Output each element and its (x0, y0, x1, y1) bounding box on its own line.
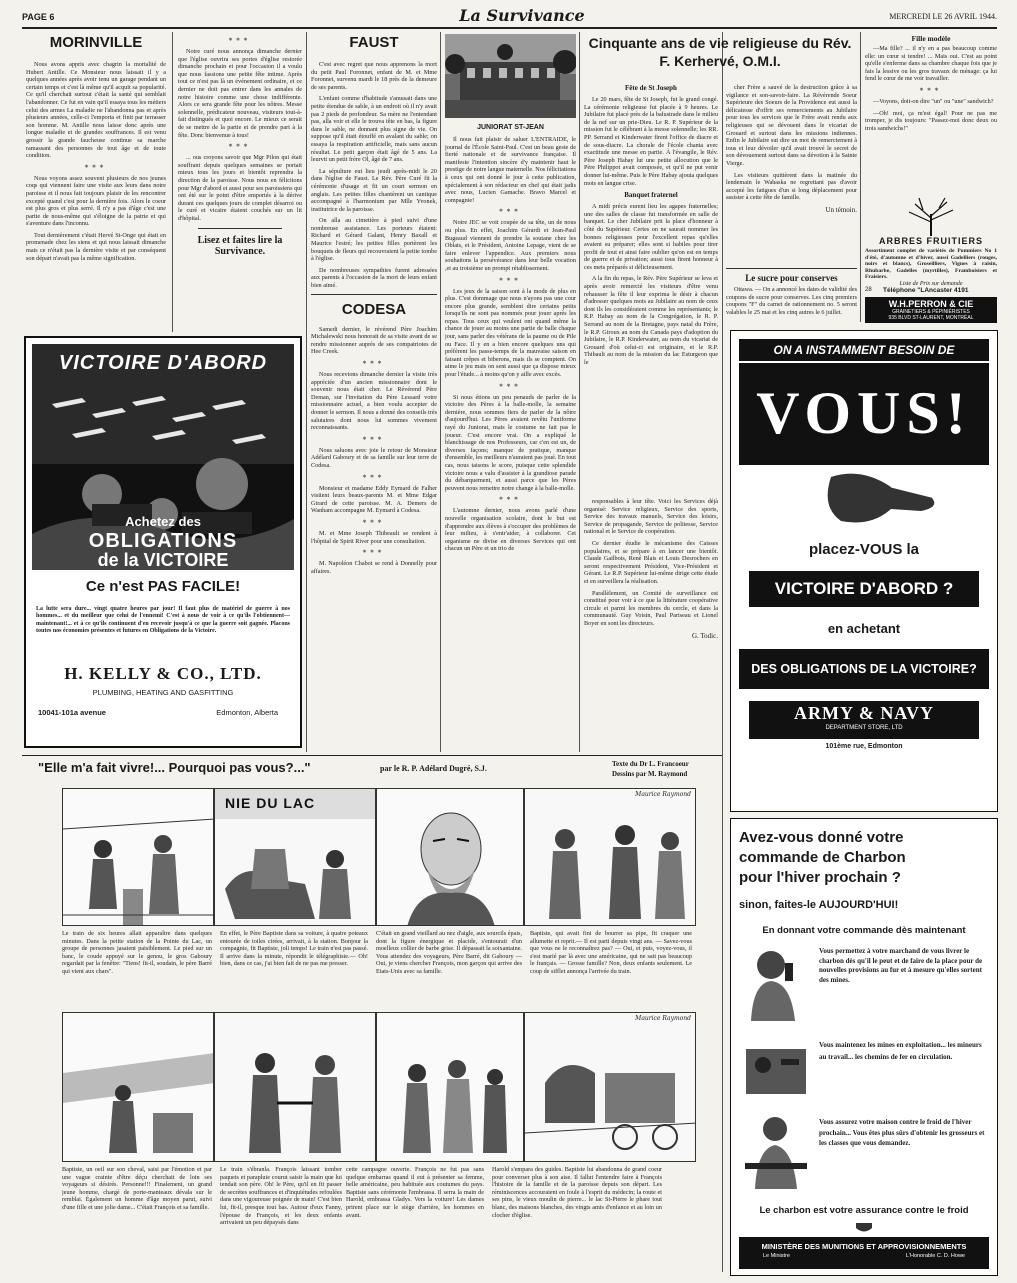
paragraph: Nous saluons avec joie le retour de Monsieur Adélard Gaboury et de sa famille sur leur terre de Codesa. (311, 446, 437, 469)
signature: Un témoin. (825, 205, 857, 214)
comic-title: "Elle m'a fait vivre!... Pourquoi pas vous?..." (38, 760, 311, 775)
comic-caption-8: Harold s'empara des guides. Baptiste lui abandonna de grand coeur pour converser plus à son aise. Il fallut l'entendre faire à François l'histoire de la famille et de la paroisse depuis son départ. Les réminiscences accouraient en foule à l'esprit du médecin; la route et ses pins, le vieux moulin de pierre... le lac St-Pierre le phare tout blanc, des maisons blanches, des vingts amis d'enfance et au loin un clocher d'église. (492, 1166, 662, 1219)
ad-company-sub: PLUMBING, HEATING AND GASFITTING (92, 688, 234, 697)
hand-illustration (821, 467, 941, 531)
coal-item-1: Vous permettez à votre marchand de vous livrer le charbon dès qu'il le peut et de faire de la place pour de nouvelles provisions au fur et à mesure qu'elles sortent des mines. (819, 947, 983, 984)
ad-text: Assortiment complet de variétés de Pommiers No 1 d'été, d'automne et d'hiver, aussi Gadelliers (rouges, noirs et blancs), Groseilliers, Vignes à raisin, Rhubarbe, Gadelles (myrtilles), Framboisiers et Fraisiers. (865, 248, 997, 281)
comic-caption-1: Le train de six heures allait apparaître dans quelques minutes. Dans la petite station de la Pointe du Lac, un groupe de personnes jasaient paisiblement. Le pied sur un banc, le coude appuyé sur le genou, le gros Gaboury regardait par la fenêtre: "Tiens! fit-il, soudain, le père Barré qui vient aux chars". (62, 930, 212, 975)
ad-address: 935 BLVD ST-LAURENT, MONTRÉAL (888, 314, 974, 321)
paragraph: M. Napoléon Chabot se rend à Donnelly pour affaires. (311, 560, 437, 575)
coal-sub: sinon, faites-le AUJOURD'HUI! (739, 899, 899, 911)
comic-panel-3 (376, 788, 524, 926)
coal-crest-icon (853, 1221, 875, 1235)
house-illustration (741, 1109, 811, 1189)
ad-fruit-trees (865, 196, 997, 326)
paragraph: Nous avons appris avec chagrin la mortalité de Hubert Antille. Ce Monsieur nous laissait il y a quelques années après avoir tenu un garage pendant un certain temps et c'est là même qu'il acquit sa popularité. Ce qu'il cherchait surtout c'était la santé qui semblait l'abandonner. Ce fut en vain qu'il essaya tous les métiers celui des armes La maladie ne l'abandonna pas et après plusieurs années, celle-ci l'emporta et finit par terrasser son homme. M. Antille nous laisse donc après une longue maladie et de grandes souffrances. Il est venu grossir la grande faucheuse continue sa marche ramassant des personnes de tout âge et de toute condition. (26, 61, 166, 160)
read-cta: Lisez et faites lire la Survivance. (197, 235, 283, 258)
ad-slogan: Ce n'est PAS FACILE! (85, 578, 241, 595)
paragraph: responsables à leur tête. Voici les Services déjà organisé: Service religieux, Service des sports, Service des travaux manuels, Service des loisirs, Service de propagande, Service de politesse, Service national et le Service de coopération. (584, 498, 718, 536)
ad-headline: VICTOIRE D'ABORD (58, 352, 268, 374)
article-sucre (726, 268, 857, 330)
masthead (22, 6, 997, 28)
ad-body: La lutte sera dure... vingt quatre heures par jour! Il faut plus de matériel de guerre à nos hommes... et du meilleur que celui de l'ennemi! C'est à nous de voir à ce qu'ils l'obtiennent—maintenant!... et à ce qu'ils continuent d'en recevoir jusqu'à ce que la guerre soit gagnée. Placons toutes nos économies présentes et futures en Obligations de la Victoire. (36, 606, 290, 635)
ad-phone: Téléphone "LAncaster 4191 (883, 286, 969, 294)
paragraph: Monsieur et madame Eddy Eymard de Falher visitent leurs beaux-parents M. et Mme Edgar Girard de cette paroisse. M. A. Demers de Wanham accompagne M. Eymard à Codesa. (311, 484, 437, 515)
signature: G. Todic. (691, 631, 718, 640)
mine-illustration (741, 1029, 811, 1099)
paragraph: Nous voyons assez souvent plusieurs de nos jeunes coqs qui viennent faire une visite aux leurs dans notre paroisse et il nous fait toujours plaisir de les rencontrer excepté quand c'est pour la dernière fois. Alors le coeur est plus gros et plus serré. Il n'y a pas d'âge c'est une partie de nous-même qui s'éloigne de la patrie et qui s'aventure dans l'inconnu. (26, 174, 166, 228)
comic-panel-5 (62, 1012, 214, 1162)
comic-panel-1 (62, 788, 214, 926)
article-kerherve-col-a (584, 84, 718, 494)
comic-caption-6: Le train s'ébranla. François laissant tomber paquets et parapluie courut saisir la main que lui tendait son père. Oh! le Père, qu'il en fit passer de secrètes souffrances et d'inquiétudes refoulées dans une vigoureuse poignée de main! C'est bien lui, fit-il, presque tout bas. Autour d'eux Fanny, l'épouse de François, et les deux enfants arrivaient un peu dépaysés dans (220, 1166, 342, 1227)
ad-coal (730, 818, 998, 1276)
army-banner-2: DES OBLIGATIONS DE LA VICTOIRE? (751, 662, 977, 676)
comic-panel-4 (524, 788, 696, 926)
subhead: Fête de St Joseph (625, 84, 677, 92)
paragraph: —Voyons, doit-on dire "un" ou "une" sandwich? (873, 97, 994, 105)
army-big-box (739, 361, 989, 465)
comic-panel-8 (524, 1012, 696, 1162)
article-faust: FAUST C'est avec regret que nous apprenons la mort du petit Paul Foronnet, enfant de M. et Mme Foronnet, survenu mardi le 18 près de la demeure de ses parents. L'enfant comme d'habitude s'amusait dans une petite étendue de sable, à un endroit où il n'y avait pas 2 pieds de profondeur. Sa mère ne l'entendant pas, alla voir et elle le trouva tête en bas, la figure dans le sable, ne donnant plus signe de vie. On suppose qu'il était étouffé en avalant du sable; on essaya la respiration artificielle, mais sans aucun résultat. Le petit garçon était âgé de 5 ans. La leurvit un petit frère Ol, âgé de 7 ans. La sépulture eut lieu jeudi après-midi le 20 dans l'église de Faust. Le Rév. Père Curé fit la cérémonie d'usage et fit un court sermon en anglais. Les petites filles chantèrent un cantique accompagné à l'harmonium par Mlle Yvonek, institutrice de la paroisse. On alla au cimetière à pied suivi d'une nombreuse assistance. Les porteurs étaient: Richard et Gérard Galant, Henry Baxall et Maurice l'estré; les petites filles portèrent les bouquets de fleurs qui recouvraient la petite tombe à l'église. De nombreuses sympathies furent adressées aux parents à l'occasion de la mort de leurs enfant bien aimé. CODESA Samedi dernier, le révérend Père Joachim Michalewski nous honorait de sa visite avant de se rendre missionner auprès de ses compatriotes de Hee Creek. *** Nous recevions dimanche dernier la visite très appréciée d'un ancien missionnaire dont le souvenir nous était cher. Le Révérend Père Deman, sur l'invitation du Père Lessard votre missionnaire actuel, a bien voulu accepter de donner le sermon. Il nous a donné des conseils très salutaires dont nous lui sommes vivement reconnaissants. *** Nous saluons avec joie le retour de Monsieur Adélard Gaboury et de sa famille sur leur terre de Codesa. *** Monsieur et madame Eddy Eymard de Falher visitent leurs beaux-parents M. et Mme Edgar Girard de cette paroisse. M. A. Demers de Wanham accompagne M. Eymard à Codesa. *** M. et Mme Joseph Thibeault se rendent à l'hôpital de Spirit River pour une consultation. *** M. Napoléon Chabot se rend à Donnelly pour affaires. (311, 34, 437, 575)
minister-left: Le Ministre (763, 1253, 790, 1259)
ad-line-3: de la VICTOIRE (97, 550, 229, 570)
joke-title: Fille modèle (911, 34, 951, 43)
juniorat-photo (445, 34, 576, 118)
army-top-text: ON A INSTAMMENT BESOIN DE (773, 343, 955, 357)
paragraph: —Ma fille? ... il n'y en a pas beaucoup comme elle: un cœur si tendre! ... Mais oui. C'est au point qu'elle s'enferme dans sa chambre chaque fois que je fais la lessive ou les gros travaux de ménage: ça lui fend le cœur de me voir travailler. (865, 45, 997, 83)
article-morinville: MORINVILLE Nous avons appris avec chagrin la mortalité de Hubert Antille. Ce Monsieur nous laissait il y a quelques années après avoir tenu un garage pendant un certain temps et c'est là même qu'il acquit sa popularité. Ce qu'il cherchait surtout c'était la santé qui semblait l'abandonner. Ce fut en vain qu'il essaya tous les métiers celui des armes La maladie ne l'abandonna pas et après plusieurs années, celle-ci l'emporta et finit par terrasser son homme. M. Antille nous laisse donc après une longue maladie et de grandes souffrances. Il est venu grossir la grande faucheuse continue sa marche ramassant des personnes de tout âge et de toute condition. *** Nous voyons assez souvent plusieurs de nos jeunes coqs qui viennent faire une visite aux leurs dans notre paroisse et il nous fait toujours plaisir de les rencontrer excepté quand c'est pour la dernière fois. Alors le coeur est plus gros et plus serré. Il n'y a pas d'âge c'est une partie de nous-même qui s'éloigne de la patrie et qui s'aventure dans l'inconnu. Tout dernièrement c'était Hervé St-Onge qui était en promenade chez les siens et qui nous laissait dimanche mais ce n'était pas la dernière visite et par conséquent son départ n'avait pas la même signification. (26, 34, 166, 262)
army-company: ARMY & NAVY (794, 703, 934, 723)
ad-illustration (32, 344, 294, 570)
paragraph: Notre JEC se voit coupée de sa tête, un de nous ou plus. En effet, Joachim Gérardi et Jean-Paul Bugeaud viennent de prendre la soutane chez les Oblats, et le Président, Antoine Lepage, vient de se faire enlever l'appendice. Aux premiers nous souhaitons la persévérance dans leur belle vocation ,et au troisième un prompt rétablissement. (445, 219, 576, 272)
paragraph: De nombreuses sympathies furent adressées aux parents à l'occasion de la mort de leurs enfant bien aimé. (311, 266, 437, 290)
paragraph: Si nous étions un peu penauds de parler de la victoire des Pères à la balle-molle, la semaine dernière, nous sommes fiers de parler de la nôtre d'aujourd'hui. Les Pères avaient revêtu l'uniforme rayé du Juniorat, mais le costume ne fait pas le joueur. C'est encore vrai. On a expliqué le blanchissage de nos Professeurs, car c'en est un, de diverses façons; manque de pratique, manque d'ensemble, les meilleurs n'auraient pas joué. En tout cas, nous taisons le score, puisque cette splendide victoire nous a valu d'assister à la grandiose parade du débarquement, et aussi parce que les Pères peuvent nous remettre notre change à la balle-molle. (445, 393, 576, 492)
article-title: MORINVILLE (49, 34, 143, 51)
ad-address: 10041-101a avenue (38, 708, 106, 717)
coal-footer: Le charbon est votre assurance contre le froid (759, 1205, 969, 1216)
paragraph: M. et Mme Joseph Thibeault se rendent à l'hôpital de Spirit River pour une consultation. (311, 529, 437, 545)
coal-item-2: Vous maintenez les mines en exploitation... les mineurs au travail... les chemins de fer en circulation. (819, 1041, 982, 1061)
coal-sub-2: En donnant votre commande dès maintenant (762, 925, 966, 936)
ad-company: H. KELLY & CO., LTD. (64, 664, 262, 683)
issue-date: MERCREDI LE 26 AVRIL 1944. (889, 12, 997, 21)
comic-credit-2: Dessins par M. Raymond (612, 770, 688, 778)
paragraph: ... ous croyons savoir que Mgr Pilon qui était souffrant depuis quelques semaines se portait mieux tous les jours et bientôt reprendra la direction de la paroisse. Nous nous en félicitons pour Mgr d'abord et aussi pour ses paroissiens qui ont été sur le point d'être emportés à la dérive durant ces quelques jours de complet désarroi ou le curé et vicaire étaient couchés sur un lit d'hôpital. (178, 154, 302, 222)
ministry-box (739, 1237, 989, 1269)
article-title: Cinquante ans de vie religieuse du Rév. F. Kerhervé, O.M.I. (588, 35, 852, 69)
article-title-sucre: Le sucre pour conserves (745, 273, 838, 283)
comic-caption-2: En effet, le Père Baptiste dans sa voiture, à quatre poteaux entourée de toiles cirées, arrivait, à la station. Bonjour la compagnie, fit Baptiste, joli temps! Le train n'est pas passé. Il arrive dans la minute, répondit le télégraphiste.— Oh! bien, dans ce cas, j'ai bien fait de ne pas me presser. (220, 930, 368, 968)
paragraph: A la fin du repas, le Rév. Père Supérieur se leva et après avoir remercié les visiteurs d'être venu rehausser la fête il leur exprima le désir à chacun d'adresser quelques mots au Jubilaire au nom de ceux dont ils les considéraient comme les représentants; le R.P. Habay au nom de la Congrégation, le R. P. Serrand au nom de la Bretagne, pays natal du Frère, le R.P. Giroux au nom du Canada pays d'adoption du Jubilaire, le R.P. Kinderwater, au nom du vicariat de Grouard d'où celui-ci est originaire, et le R.P. Thibault au nom de la mission du lac Esturgeon que le (584, 275, 718, 366)
army-banner-1-box (749, 571, 979, 607)
comic-panel-7 (376, 1012, 524, 1162)
army-line-2: en achetant (827, 621, 901, 636)
ad-company-sub: GRAINETIERS & PÉPINIÉRISTES (892, 308, 970, 315)
paragraph: L'enfant comme d'habitude s'amusait dans une petite étendue de sable, à un endroit où il n'y avait pas 2 pieds de profondeur. Sa mère ne l'entendant pas, alla voir et elle le trouva tête en bas, la figure dans le sable, ne donnant plus signe de vie. On suppose qu'il était étouffé en avalant du sable; on essaya la respiration artificielle, mais sans aucun résultat. Le petit garçon était âgé de 5 ans. La leurvit un petit frère Ol, âgé de 7 ans. (311, 95, 437, 164)
paragraph: La sépulture eut lieu jeudi après-midi le 20 dans l'église de Faust. Le Rév. Père Curé fit la cérémonie d'usage et fit un court sermon en anglais. Les petites filles chantèrent un cantique accompagné à l'harmonium par Mlle Yvonek, institutrice de la paroisse. (311, 167, 437, 213)
woman-illustration (741, 943, 811, 1021)
army-address: 101ème rue, Edmonton (825, 743, 903, 750)
paragraph: Ce dernier étudie le mécanisme des Caisses populaires, et se prépare à en lancer une bientôt. Claude Gailbois, René Blais et Louis Desrochers en seront respectivement Président, Vice-Président et Gérant. Le R.P. Supérieur lui-même dirige cette étude et en surveillera la réalisation. (584, 539, 718, 585)
ad-company-box (865, 297, 997, 323)
minister-right: L'Honorable C. D. Howe (905, 1253, 965, 1259)
ad-number: 28 (865, 286, 872, 293)
paragraph: cher Frère a sauvé de la destruction grâce à sa vigilance et son-savoir-faire. La Révérende Soeur Supérieure des Soeurs de la Providence eut aussi la délicatesse d'offrir ses remerciements au Jubilaire pour tous les services que le Frère avait rendu aux religieuses qui se dévouent dans le vicariat de Grouard et surtout dans les missions indiennes. Enfin le Jubilaire sut dire un mot de remerciement à tous et leur dévoiler qu'il avait trouvé le secret de son dévouement surtout dans sa dévotion à la Sainte Vierge. (726, 84, 857, 167)
ad-list: Liste de Prix sur demande (899, 280, 963, 287)
subhead: Banquet fraternel (624, 191, 678, 200)
comic-author: par le R. P. Adélard Dugré, S.J. (380, 764, 487, 773)
ad-line-2: OBLIGATIONS (88, 530, 238, 552)
coal-headline-2: commande de Charbon (739, 849, 906, 866)
comic-panel-6 (214, 1012, 376, 1162)
paragraph: On alla au cimetière à pied suivi d'une nombreuse assistance. Les porteurs étaient: Richard et Gérard Galant, Henry Baxall et Maurice l'estré; les petites filles portèrent les bouquets de fleurs qui recouvraient la petite tombe à l'église. (311, 217, 437, 263)
comic-panel-2 (214, 788, 376, 926)
panel-signature: Maurice Raymond (635, 1015, 691, 1022)
army-company-sub: DEPARTMENT STORE, LTD (825, 725, 903, 731)
page-number: PAGE 6 (22, 12, 55, 22)
comic-header (22, 758, 722, 786)
paragraph: Nous recevions dimanche dernier la visite très appréciée d'un ancien missionnaire dont le souvenir nous était cher. Le Révérend Père Deman, sur l'invitation du Père Lessard votre missionnaire actuel, a bien voulu accepter de donner le sermon. Il nous a donné des conseils très salutaires dont nous lui sommes vivement reconnaissants. (311, 371, 437, 432)
comic-caption-7: cette campagne ouverte. François ne fut pas sans quelque embarras quand il eut à présenter sa femme, belle américaine, peu habituée aux coutumes du pays. Baptiste sans cérémonie l'embrassa. Il serra la main de Harold, embrassa Gladys. Vers la voiture! Les dames prirent place sur le siège d'arrière, les hommes en avant. (346, 1166, 484, 1219)
paragraph: Tout dernièrement c'était Hervé St-Onge qui était en promenade chez les siens et qui nous laissait dimanche mais ce n'était pas la dernière visite et par conséquent son départ n'avait pas la même signification. (26, 231, 166, 262)
comic-credit-1: Texte du Dr L. Francoeur (612, 760, 689, 768)
newspaper-title: La Survivance (459, 6, 585, 25)
army-line-1: placez-VOUS la (808, 541, 920, 558)
comic-caption-4: Baptiste, qui avait fini de bourrer sa pipe, fit craquer une allumette et reprit.— Il est parti depuis vingt ans. — Savez-vous que vous ne le reconnaîtrez pas? — Oui, et puis, voyez-vous, il s'est marié par là avec une américaine, qui ne sait pas beaucoup le français. — Grosse famille? Non, deux enfants seulement. Le coup de sifflet annonça l'arrivée du train. (530, 930, 692, 975)
column-jokes: Fille modèle —Ma fille? ... il n'y en a pas beaucoup comme elle: un cœur si tendre! ... Mais oui. C'est au point qu'elle s'enferme dans sa chambre chaque fois que je fais la lessive ou les gros travaux de ménage: ça lui fend le cœur de me voir travailler. *** —Voyons, doit-on dire "un" ou "une" sandwich? —Oh! moi, ça m'est égal! Pour ne pas me tromper, je dis toujours: "Passez-moi donc deux ou trois sandwichs!" (865, 34, 997, 132)
article-title-codesa: CODESA (341, 300, 407, 318)
article-title: FAUST (349, 34, 399, 51)
station-sign: NIE DU LAC (225, 795, 316, 811)
paragraph: Notre curé nous annonça dimanche dernier que l'église ouvrira ses portes d'église restorée dimanche prochain et pour l'occasion il a voulu que nous fassions une petite fête intime. Après tout ce n'est pas là un événement ordinaire, et ce dernier ne doit pas entrer dans les annales de notre histoire comme une chose indifférente. Alors ce sera grande fête pour les nôtres. Messe solennelle, prédicateur nouveau, visiteurs tout-à-fait distingués et quoi encore. Le mieux ce serait de se mettre de la partie et de prendre part à la fête. Donc bienvenue à tous! (178, 48, 302, 139)
article-juniorat-cont (584, 498, 718, 750)
paragraph: L'automne dernier, nous avons parlé d'une nouvelle organisation scolaire, dont le but est d'apprendre aux élèves à s'occuper des problèmes de leur milieu, à s'entr'aider, à collaborer. Cet organisme ne divise en diverses Services qui ont chacun un Père et un trio de (445, 507, 576, 553)
army-company-box (749, 701, 979, 739)
ministry-name: MINISTÈRE DES MUNITIONS ET APPROVISIONNEMENTS (761, 1242, 967, 1251)
panel-signature: Maurice Raymond (635, 791, 691, 798)
paragraph: Il nous fait plaisir de saluer L'ENTRAIDE, le journal de l'École Saint-Paul. C'est un beau geste de fierté nationale et de survivance française. Il manifeste l'intention sincère d'y maintenir haut le prestige de notre langue maternelle. Nos félicitations à ceux qui ont donné le jour à cette publication, spécialement à son rédacteur en chef qui était jadis avec nous, Lucien Gamache. Bravo Marcel et compagnie! (445, 136, 576, 204)
ad-victory-bonds-kelly (24, 336, 302, 748)
army-top-banner (739, 339, 989, 361)
comic-caption-5: Baptiste, un oeil sur son cheval, saisi par l'émotion et par une vague crainte d'être déçu cherchait de loin ses voyageurs si désirés. Personne!!! Finalement, un grand jeune homme, chargé de porte-manteaux dévala sur le remblai. Également un homme d'âge moyen parut, suivi d'une fille et une jolie dame... C'était François et sa famille. (62, 1166, 212, 1211)
paragraph: Parallèlement, un Comité de surveillance est constitué pour voir à ce que la littérature coopérative circule et parmi les membres du cercle, et dans la communauté. Guy Voisin, Paul Pariseau et Lionel Boyer en sont les directeurs. (584, 589, 718, 627)
paragraph: Le 20 mars, fête de St Joseph, fut le grand congé. La cérémonie religieuse fut placée à 9 heures. Le Jubilaire fut placé près de la balustrade dans le milieu de la nef sur un prie-Dieu. Le R. P. Supérieur de la mission fut le célébrant à la messe solennelle; les RR. PP. Serrand et Kinderwater firent l'office de diacre et de sous-diacre. La chorale de l'école chanta avec exactitude une messe en partie. À l'évangile, le Rév. Père Joseph Habay lut une petite allocution que le Père Philippot avait composée, et qu'il ne put venir donner lui-même. Puis le Père Habay ajouta quelques mots en langue crise. (584, 96, 718, 187)
paragraph: Samedi dernier, le révérend Père Joachim Michalewski nous honorait de sa visite avant de se rendre missionner auprès de ses compatriotes de Hee Creek. (311, 325, 437, 356)
paragraph: Ottawa. — On a annoncé les dates de validité des coupons de sucre pour conserves. Les cinq premiers coupons "F" du carnet de rationnement no. 5 seront valables le 25 mai et les cinq autres le 6 juillet. (726, 286, 857, 316)
army-banner-2-box (739, 649, 989, 689)
ad-title: ARBRES FRUITIERS (878, 236, 983, 246)
paragraph: C'est avec regret que nous apprenons la mort du petit Paul Foronnet, enfant de M. et Mme Foronnet, survenu mardi le 18 près de la demeure de ses parents. (311, 61, 437, 91)
paragraph: Les visiteurs quittèrent dans la matinée du lendemain le Wabaska ne regrettant pas d'avoir accepté les fatigues d'un si long déplacement pour assister à cette fête de famille. (726, 171, 857, 202)
coal-item-3: Vous assurez votre maison contre le froid de l'hiver prochain... Vous êtes plus sûrs d'obtenir les grosseurs et les classes que vous demandez. (819, 1118, 985, 1147)
coal-headline-3: pour l'hiver prochain ? (739, 869, 901, 886)
ad-line-1: Achetez des (125, 514, 201, 529)
ad-army-navy (730, 330, 998, 812)
ad-company: W.H.PERRON & CIE (888, 298, 974, 309)
ad-city: Edmonton, Alberta (216, 708, 278, 717)
paragraph: Les jeux de la saison sont à la mode de plus en plus. C'est dommage que nous n'ayons pas une cour encore plus grande, semblent dire certains petits lorsqu'ils ne sont pas nommés pour jouer après les repas. Tous ceux qui veulent ont quand même la chance de jouer au moins une partie de balle chaque jour, sans parler des vétérans de la paume ou de Pile ou Face. Il y en a bien encore quelques uns qui préfèrent les passe-temps de la mauvaise saison en faisant crêpes et biberons, mais ils se comptent. On aime le jeu mais on sent aussi que ça dispose mieux pour l'étude... à moins qu'on y aille avec excès. (445, 287, 576, 379)
tree-icon (865, 196, 997, 236)
article-juniorat: JUNIORAT ST-JEAN Il nous fait plaisir de saluer L'ENTRAIDE, le journal de l'École Saint-Paul. C'est un beau geste de fierté nationale et de survivance française. Il manifeste l'intention sincère d'y maintenir haut le prestige de notre langue maternelle. Nos félicitations à ceux qui ont donné le jour à cette publication, spécialement à son rédacteur en chef qui était jadis avec nous, Lucien Gamache. Bravo Marcel et compagnie! *** Notre JEC se voit coupée de sa tête, un de nous ou plus. En effet, Joachim Gérardi et Jean-Paul Bugeaud viennent de prendre la soutane chez les Oblats, et le Président, Antoine Lepage, vient de se faire enlever l'appendice. Aux premiers nous souhaitons la persévérance dans leur belle vocation ,et au troisième un prompt rétablissement. *** Les jeux de la saison sont à la mode de plus en plus. C'est dommage que nous n'ayons pas une cour encore plus grande, semblent dire certains petits lorsqu'ils ne sont pas nommés pour jouer après les repas. Tous ceux qui veulent ont quand même la chance de jouer au moins une partie de balle chaque jour, sans parler des vétérans de la paume ou de Pile ou Face. Il y en a bien encore quelques uns qui préfèrent les passe-temps de la mauvaise saison en faisant crêpes et biberons, mais ils se comptent. On aime le jeu mais on sent aussi que ça dispose mieux pour l'étude... à moins qu'on y aille avec excès. *** Si nous étions un peu penauds de parler de la victoire des Pères à la balle-molle, la semaine dernière, nous sommes fiers de parler de la nôtre d'aujourd'hui. Les Pères avaient revêtu l'uniforme rayé du Juniorat, mais le costume ne fait pas le joueur. C'est encore vrai. On a expliqué le blanchissage de nos Professeurs, car c'en est un, de diverses façons; manque de pratique, manque d'ensemble, les meilleurs n'auraient pas joué. En tout cas, nous taisons le score, puisque cette splendide victoire nous a valu d'assister à la grandiose parade du débarquement, et aussi parce que les Pères peuvent nous remettre notre change à la balle-molle. *** L'automne dernier, nous avons parlé d'une nouvelle organisation scolaire, dont le but est d'apprendre aux élèves à s'occuper des problèmes de leur milieu, à s'entr'aider, à collaborer. Cet organisme ne divise en diverses Services qui ont chacun un Père et un trio de (445, 34, 576, 750)
coal-headline-1: Avez-vous donné votre (739, 829, 904, 846)
paragraph: —Oh! moi, ça m'est égal! Pour ne pas me tromper, je dis toujours: "Passez-moi donc deux ou trois sandwichs!" (865, 109, 997, 132)
comic-caption-3: C'était un grand vieillard au nez d'aigle, aux sourcils épais, dont la figure énergique et placide, s'entourait d'un moelleux collier de barbe grise. Il dépassait la soixantaine. Vous attendez des voyageurs, Père Barré, dit Gaboury — Oui, je viens chercher François, mon garçon qui arrive des Etats-Unis avec sa famille. (376, 930, 522, 975)
photo-caption: JUNIORAT ST-JEAN (477, 124, 544, 131)
paragraph: A midi précis eurent lieu les agapes fraternelles; une des salles de classe fut transformée en salle de banquet. Le cher Jubilaire prit la place d'honneur à côté du Supérieur. Certes on ne saurait nommer les bonnes religieuses pour l'excellent repas qu'elles avaient su préparer; elles sont si habiles pour tirer profit de tout et ainsi faire oublier qu'on est en temps de guerre et de privation; aussi tous firent honneur à ces mets préparés si délicieusement. (584, 203, 718, 271)
article-kerherve-col-b (726, 84, 857, 259)
article-morinville-cont: *** Notre curé nous annonça dimanche dernier que l'église ouvrira ses portes d'église restorée dimanche prochain et pour l'occasion il a voulu que nous fassions une petite fête intime. Après tout ce n'est pas là un événement ordinaire, et ce dernier ne doit pas entrer dans les annales de notre histoire comme une chose indifférente. Alors ce sera grande fête pour les nôtres. Messe solennelle, prédicateur nouveau, visiteurs tout-à-fait distingués et quoi encore. Le mieux ce serait de se mettre de la partie et de prendre part à la fête. Donc bienvenue à tous! *** ... ous croyons savoir que Mgr Pilon qui était souffrant depuis quelques semaines se portait mieux tous les jours et bientôt reprendra la direction de la paroisse. Nous nous en félicitons pour Mgr d'abord et aussi pour ses paroissiens qui ont été sur le point d'être emportés à la dérive durant ces quelques jours de complet désarroi ou le curé et vicaire étaient couchés sur un lit d'hôpital. Lisez et faites lire la Survivance. (178, 37, 302, 258)
army-big-text: VOUS! (756, 380, 972, 446)
army-banner-1: VICTOIRE D'ABORD ? (774, 579, 954, 598)
